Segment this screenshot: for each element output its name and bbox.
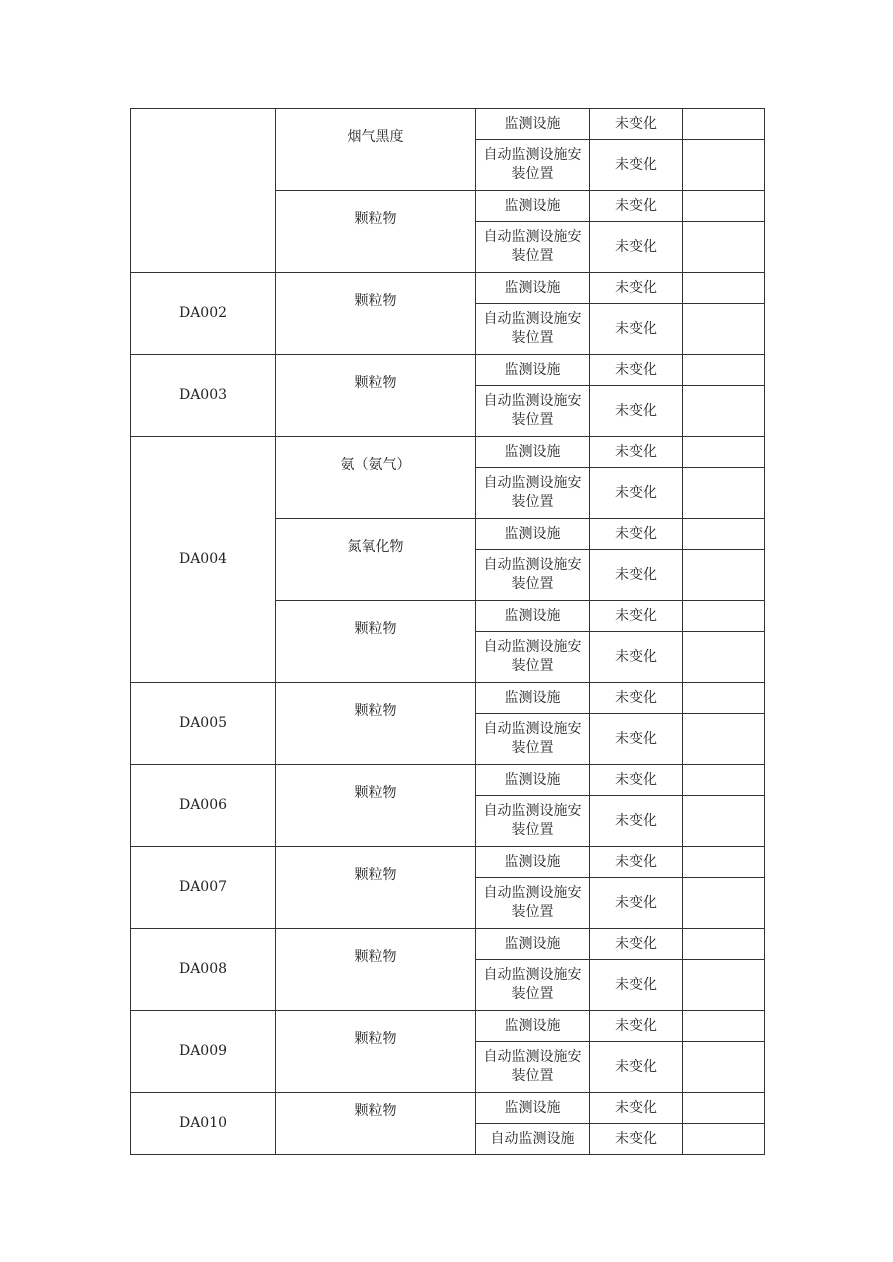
- pollutant-name: 烟气黑度: [347, 129, 404, 145]
- pollutant-cell: [276, 519, 476, 601]
- item-cell: [476, 386, 590, 437]
- note-cell: [683, 847, 765, 878]
- item-cell: [476, 304, 590, 355]
- pollutant-cell: [276, 765, 476, 847]
- outlet-cell: DA005: [131, 683, 276, 765]
- item-label: 监测设施: [504, 689, 561, 706]
- item-label: 自动监测设施安装位置: [483, 393, 582, 428]
- outlet-cell: DA004: [131, 437, 276, 683]
- note-cell: [683, 878, 765, 929]
- status-cell: 未变化: [590, 847, 683, 878]
- table-row: [131, 355, 765, 386]
- pollutant-cell: [276, 109, 476, 191]
- pollutant-cell: [276, 1093, 476, 1155]
- item-label: 监测设施: [504, 115, 561, 132]
- status-cell: 未变化: [590, 140, 683, 191]
- item-label: 监测设施: [504, 771, 561, 788]
- note-cell: [683, 468, 765, 519]
- pollutant-name: 颗粒物: [354, 211, 397, 227]
- outlet-cell: DA009: [131, 1011, 276, 1093]
- note-cell: [683, 1042, 765, 1093]
- item-label: 监测设施: [504, 607, 561, 624]
- item-cell: [476, 683, 590, 714]
- status-cell: 未变化: [590, 929, 683, 960]
- status-cell: 未变化: [590, 355, 683, 386]
- pollutant-cell: [276, 355, 476, 437]
- note-cell: [683, 601, 765, 632]
- item-label: 自动监测设施: [490, 1130, 575, 1147]
- item-label: 自动监测设施安装位置: [483, 311, 582, 346]
- item-label: 监测设施: [504, 853, 561, 870]
- note-cell: [683, 355, 765, 386]
- pollutant-cell: [276, 847, 476, 929]
- note-cell: [683, 796, 765, 847]
- note-cell: [683, 714, 765, 765]
- item-label: 自动监测设施安装位置: [483, 967, 582, 1002]
- item-label: 监测设施: [504, 279, 561, 296]
- item-cell: [476, 601, 590, 632]
- note-cell: [683, 960, 765, 1011]
- item-cell: [476, 714, 590, 765]
- item-cell: [476, 1093, 590, 1124]
- outlet-cell: DA006: [131, 765, 276, 847]
- outlet-cell: DA003: [131, 355, 276, 437]
- item-label: 监测设施: [504, 443, 561, 460]
- status-cell: 未变化: [590, 765, 683, 796]
- item-cell: [476, 273, 590, 304]
- pollutant-name: 颗粒物: [354, 703, 397, 719]
- pollutant-name: 颗粒物: [354, 949, 397, 965]
- status-cell: 未变化: [590, 386, 683, 437]
- item-label: 监测设施: [504, 935, 561, 952]
- table-row: [131, 765, 765, 796]
- status-cell: 未变化: [590, 1093, 683, 1124]
- item-cell: [476, 222, 590, 273]
- status-cell: 未变化: [590, 960, 683, 1011]
- item-label: 自动监测设施安装位置: [483, 147, 582, 182]
- note-cell: [683, 632, 765, 683]
- status-cell: 未变化: [590, 796, 683, 847]
- table-row: [131, 273, 765, 304]
- status-cell: 未变化: [590, 437, 683, 468]
- outlet-cell: DA007: [131, 847, 276, 929]
- status-cell: 未变化: [590, 683, 683, 714]
- table-row: [131, 847, 765, 878]
- item-label: 监测设施: [504, 1017, 561, 1034]
- note-cell: [683, 437, 765, 468]
- item-cell: [476, 1042, 590, 1093]
- status-cell: 未变化: [590, 468, 683, 519]
- status-cell: 未变化: [590, 714, 683, 765]
- pollutant-name: 颗粒物: [354, 867, 397, 883]
- status-cell: 未变化: [590, 601, 683, 632]
- item-cell: [476, 468, 590, 519]
- note-cell: [683, 929, 765, 960]
- note-cell: [683, 273, 765, 304]
- item-cell: [476, 437, 590, 468]
- pollutant-name: 颗粒物: [354, 375, 397, 391]
- item-label: 监测设施: [504, 1099, 561, 1116]
- pollutant-cell: [276, 191, 476, 273]
- item-label: 自动监测设施安装位置: [483, 803, 582, 838]
- note-cell: [683, 140, 765, 191]
- table-row: [131, 929, 765, 960]
- item-label: 自动监测设施安装位置: [483, 475, 582, 510]
- note-cell: [683, 109, 765, 140]
- item-cell: [476, 191, 590, 222]
- pollutant-name: 颗粒物: [354, 785, 397, 801]
- item-label: 自动监测设施安装位置: [483, 721, 582, 756]
- item-cell: [476, 1124, 590, 1155]
- note-cell: [683, 519, 765, 550]
- pollutant-name: 氮氧化物: [347, 539, 404, 555]
- note-cell: [683, 765, 765, 796]
- item-label: 自动监测设施安装位置: [483, 885, 582, 920]
- pollutant-name: 氨（氨气）: [340, 457, 411, 473]
- status-cell: 未变化: [590, 222, 683, 273]
- monitoring-table: [130, 108, 765, 1155]
- note-cell: [683, 550, 765, 601]
- note-cell: [683, 222, 765, 273]
- pollutant-cell: [276, 929, 476, 1011]
- note-cell: [683, 1124, 765, 1155]
- note-cell: [683, 191, 765, 222]
- item-cell: [476, 632, 590, 683]
- item-cell: [476, 847, 590, 878]
- pollutant-cell: [276, 601, 476, 683]
- note-cell: [683, 304, 765, 355]
- status-cell: 未变化: [590, 550, 683, 601]
- note-cell: [683, 683, 765, 714]
- pollutant-name: 颗粒物: [354, 293, 397, 309]
- pollutant-name: 颗粒物: [354, 621, 397, 637]
- status-cell: 未变化: [590, 1124, 683, 1155]
- table-body: [131, 109, 765, 1155]
- table-row: [131, 683, 765, 714]
- note-cell: [683, 1011, 765, 1042]
- outlet-cell: DA008: [131, 929, 276, 1011]
- note-cell: [683, 1093, 765, 1124]
- item-cell: [476, 796, 590, 847]
- table-row: [131, 437, 765, 468]
- pollutant-cell: [276, 273, 476, 355]
- table-row: [131, 1011, 765, 1042]
- item-label: 自动监测设施安装位置: [483, 1049, 582, 1084]
- item-cell: [476, 519, 590, 550]
- status-cell: 未变化: [590, 191, 683, 222]
- outlet-cell: [131, 109, 276, 273]
- item-cell: [476, 109, 590, 140]
- item-label: 监测设施: [504, 197, 561, 214]
- status-cell: 未变化: [590, 1011, 683, 1042]
- status-cell: 未变化: [590, 304, 683, 355]
- status-cell: 未变化: [590, 519, 683, 550]
- item-cell: [476, 929, 590, 960]
- item-cell: [476, 765, 590, 796]
- item-cell: [476, 550, 590, 601]
- item-label: 自动监测设施安装位置: [483, 639, 582, 674]
- status-cell: 未变化: [590, 632, 683, 683]
- table-row: [131, 109, 765, 140]
- pollutant-cell: [276, 683, 476, 765]
- pollutant-name: 颗粒物: [354, 1103, 397, 1119]
- item-cell: [476, 1011, 590, 1042]
- item-cell: [476, 878, 590, 929]
- note-cell: [683, 386, 765, 437]
- status-cell: 未变化: [590, 273, 683, 304]
- status-cell: 未变化: [590, 878, 683, 929]
- outlet-cell: DA002: [131, 273, 276, 355]
- item-cell: [476, 355, 590, 386]
- status-cell: 未变化: [590, 1042, 683, 1093]
- item-label: 监测设施: [504, 525, 561, 542]
- pollutant-cell: [276, 1011, 476, 1093]
- pollutant-name: 颗粒物: [354, 1031, 397, 1047]
- item-cell: [476, 960, 590, 1011]
- item-label: 自动监测设施安装位置: [483, 557, 582, 592]
- item-cell: [476, 140, 590, 191]
- item-label: 监测设施: [504, 361, 561, 378]
- status-cell: 未变化: [590, 109, 683, 140]
- outlet-cell: DA010: [131, 1093, 276, 1155]
- item-label: 自动监测设施安装位置: [483, 229, 582, 264]
- pollutant-cell: [276, 437, 476, 519]
- table-row: [131, 1093, 765, 1124]
